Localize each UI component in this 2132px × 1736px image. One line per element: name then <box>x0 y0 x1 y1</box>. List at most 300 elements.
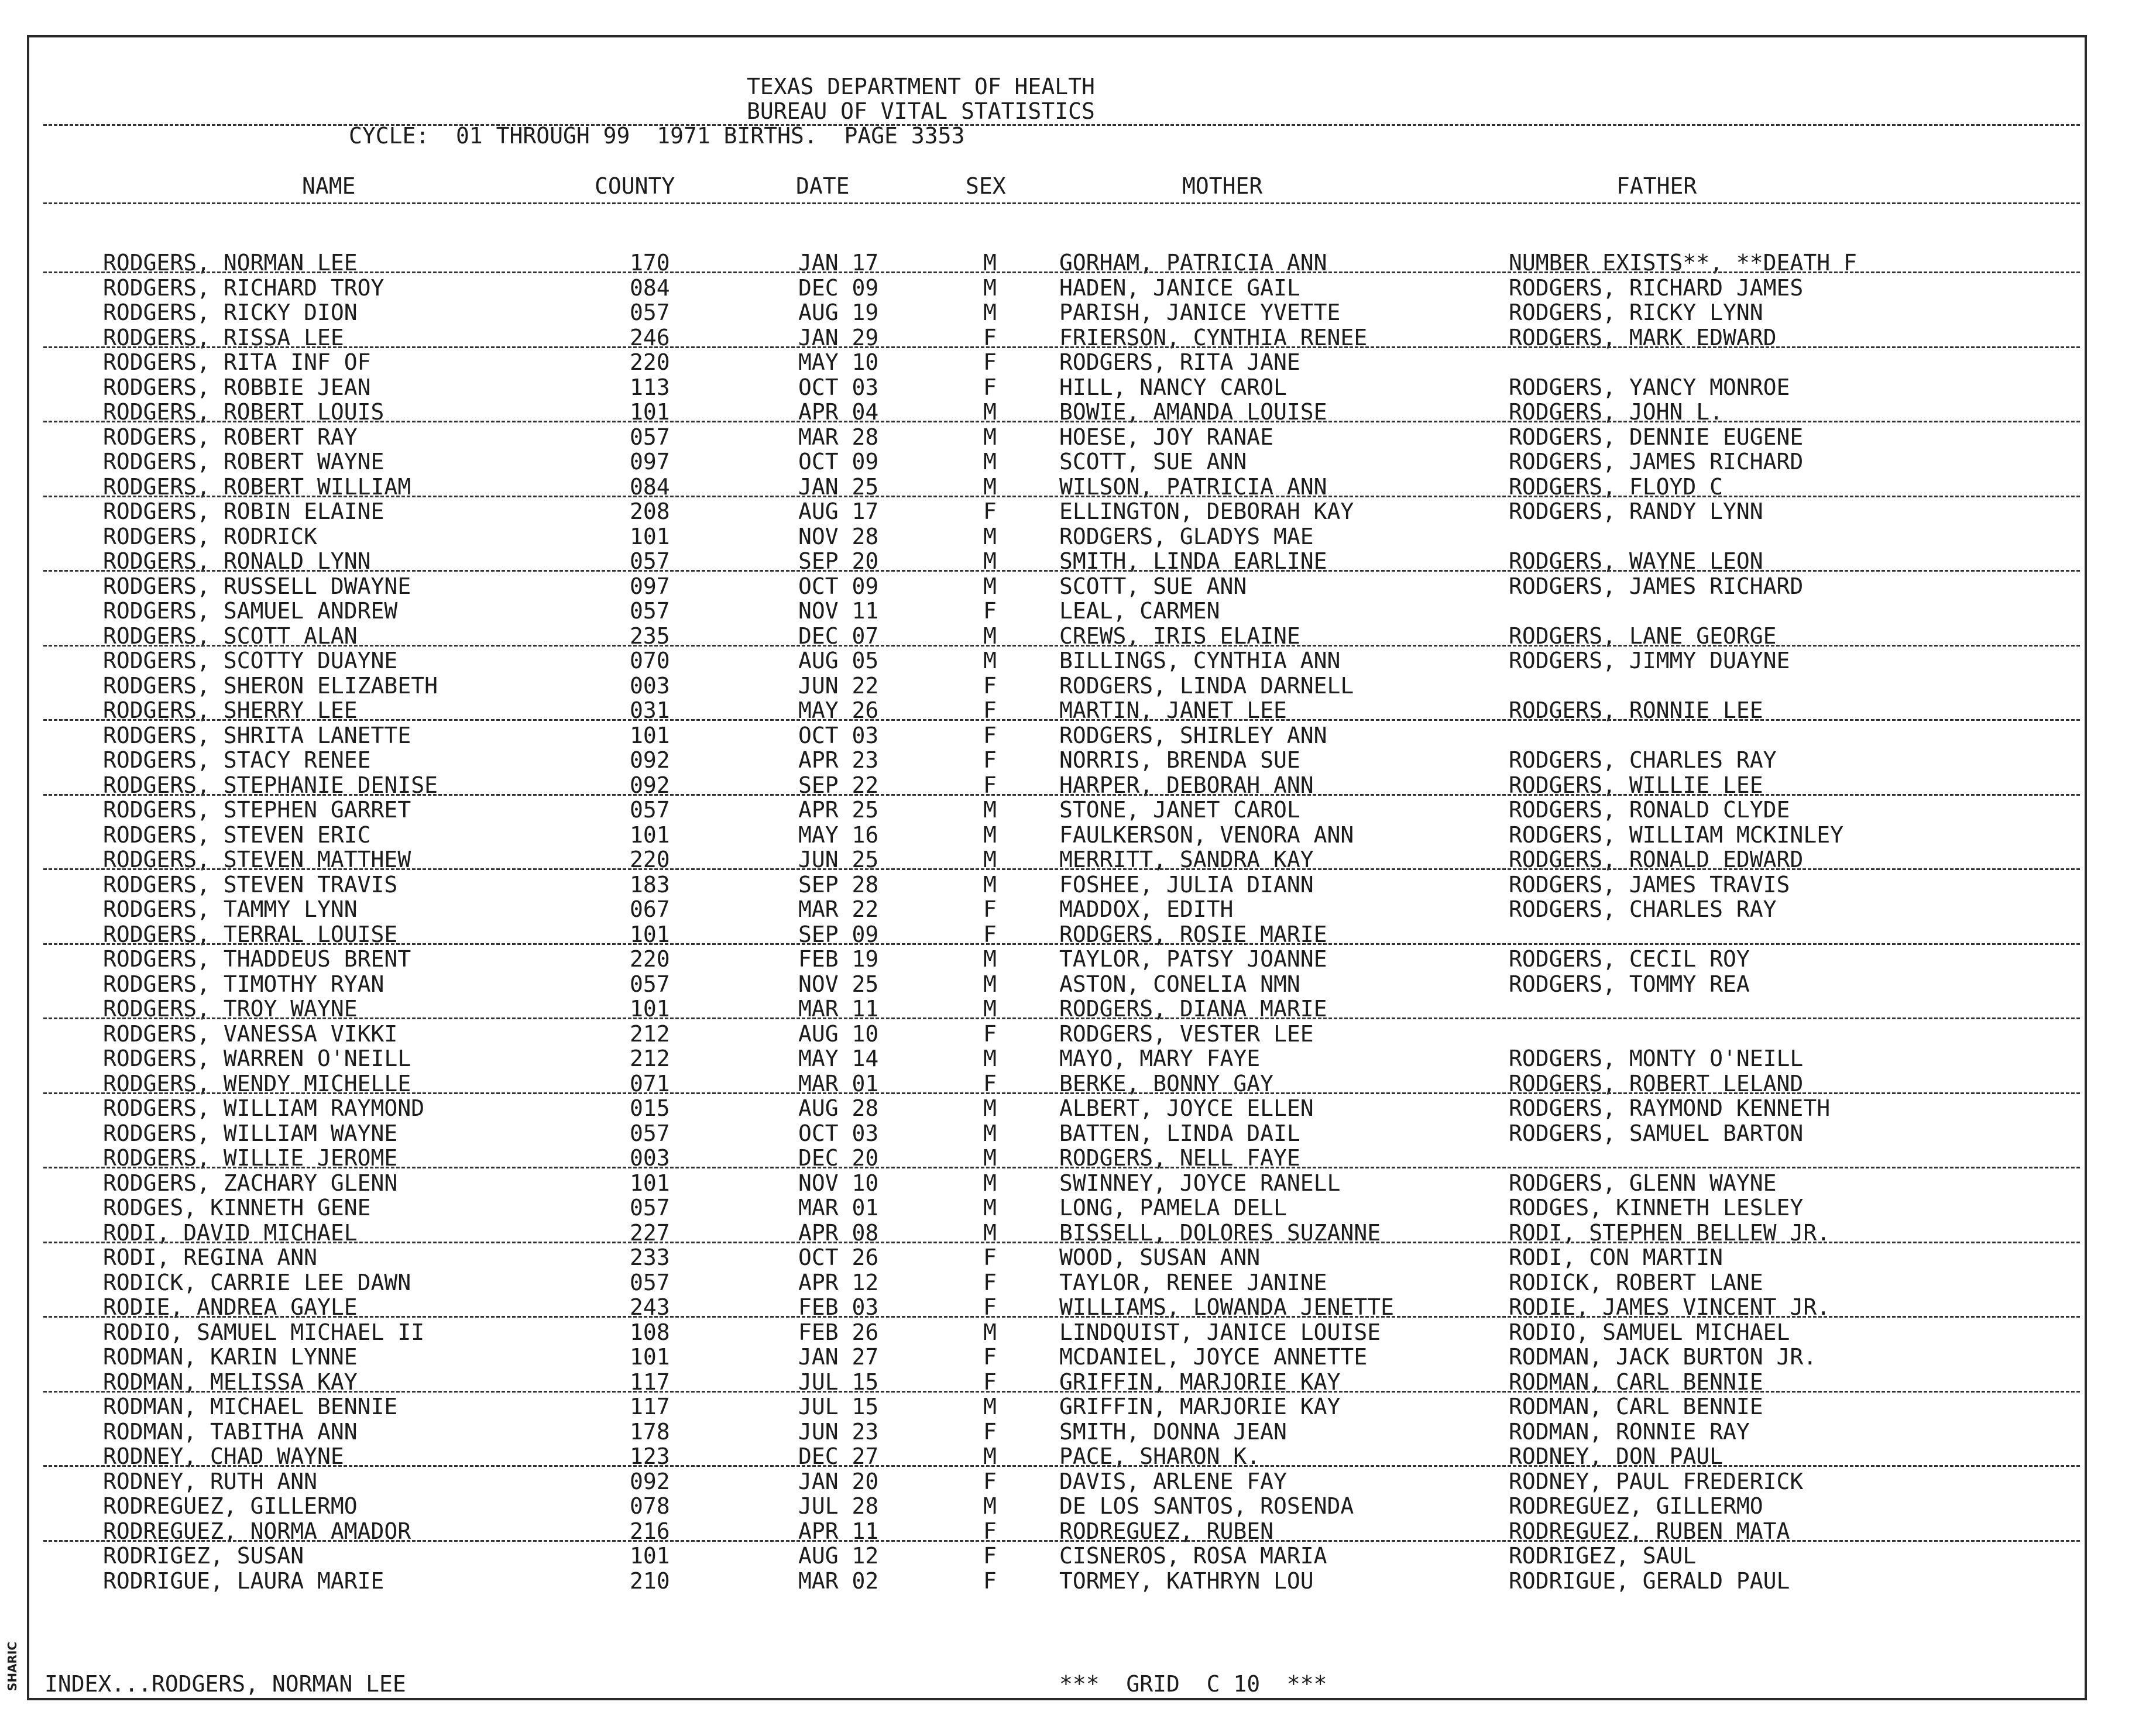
cell-date: DEC 07 <box>798 623 879 649</box>
row-guide-line <box>43 1465 2080 1467</box>
table-row <box>0 1096 2132 1120</box>
cell-county: 210 <box>630 1568 670 1594</box>
cell-father: RODGERS, CHARLES RAY <box>1509 896 1777 922</box>
cell-mother: SMITH, DONNA JEAN <box>1059 1419 1287 1445</box>
cell-county: 101 <box>630 822 670 848</box>
cell-county: 057 <box>630 1120 670 1146</box>
cell-mother: FOSHEE, JULIA DIANN <box>1059 872 1314 898</box>
table-row <box>0 1171 2132 1195</box>
cell-county: 070 <box>630 648 670 673</box>
cell-county: 243 <box>630 1294 670 1320</box>
cell-date: JAN 27 <box>798 1344 879 1370</box>
cell-date: SEP 22 <box>798 772 879 798</box>
cell-father: RODRIGUE, GERALD PAUL <box>1509 1568 1790 1594</box>
table-row <box>0 1121 2132 1146</box>
table-row <box>0 375 2132 400</box>
cell-father: RODI, CON MARTIN <box>1509 1245 1724 1270</box>
cell-sex: F <box>983 1543 997 1569</box>
table-row <box>0 1544 2132 1568</box>
cell-mother: ELLINGTON, DEBORAH KAY <box>1059 499 1354 524</box>
cell-sex: M <box>983 449 997 475</box>
cell-sex: F <box>983 1344 997 1370</box>
cell-mother: GRIFFIN, MARJORIE KAY <box>1059 1369 1341 1395</box>
cell-father: RODGERS, WAYNE LEON <box>1509 548 1763 574</box>
cell-father: RODGERS, RICKY LYNN <box>1509 300 1763 325</box>
table-row <box>0 1270 2132 1295</box>
cell-name: RODGERS, STEVEN MATTHEW <box>103 847 411 872</box>
cell-mother: DAVIS, ARLENE FAY <box>1059 1469 1287 1494</box>
cell-name: RODGERS, RITA INF OF <box>103 349 371 375</box>
cell-sex: F <box>983 1369 997 1395</box>
cell-mother: BERKE, BONNY GAY <box>1059 1071 1274 1096</box>
cell-date: AUG 10 <box>798 1021 879 1047</box>
cell-mother: TAYLOR, PATSY JOANNE <box>1059 946 1327 972</box>
cell-sex: M <box>983 399 997 425</box>
cell-father: RODMAN, JACK BURTON JR. <box>1509 1344 1817 1370</box>
cell-date: APR 11 <box>798 1518 879 1544</box>
cell-mother: LONG, PAMELA DELL <box>1059 1195 1287 1221</box>
cell-name: RODGERS, ROBERT WILLIAM <box>103 474 411 500</box>
cell-sex: M <box>983 1195 997 1221</box>
table-row <box>0 797 2132 822</box>
cell-mother: CISNEROS, ROSA MARIA <box>1059 1543 1327 1569</box>
cell-mother: RODGERS, DIANA MARIE <box>1059 996 1327 1022</box>
cell-date: SEP 09 <box>798 922 879 947</box>
table-row <box>0 1320 2132 1345</box>
cell-mother: BILLINGS, CYNTHIA ANN <box>1059 648 1341 673</box>
cell-mother: BOWIE, AMANDA LOUISE <box>1059 399 1327 425</box>
cell-sex: F <box>983 374 997 400</box>
row-guide-line <box>43 1017 2080 1019</box>
cell-date: MAY 10 <box>798 349 879 375</box>
cell-name: RODGERS, TIMOTHY RYAN <box>103 971 384 997</box>
cell-sex: F <box>983 598 997 624</box>
cell-date: DEC 20 <box>798 1145 879 1171</box>
cell-name: RODICK, CARRIE LEE DAWN <box>103 1270 411 1295</box>
cell-sex: F <box>983 723 997 748</box>
cell-county: 246 <box>630 325 670 350</box>
cell-name: RODREGUEZ, NORMA AMADOR <box>103 1518 411 1544</box>
cell-county: 212 <box>630 1021 670 1047</box>
row-guide-line <box>43 943 2080 945</box>
cell-name: RODGERS, WARREN O'NEILL <box>103 1046 411 1071</box>
table-row <box>0 748 2132 772</box>
cell-date: SEP 20 <box>798 548 879 574</box>
cell-father: RODGERS, RICHARD JAMES <box>1509 275 1804 301</box>
cell-name: RODGERS, STEVEN TRAVIS <box>103 872 398 898</box>
cell-father: RODGERS, FLOYD C <box>1509 474 1724 500</box>
cell-county: 057 <box>630 971 670 997</box>
cell-county: 220 <box>630 847 670 872</box>
row-guide-line <box>43 570 2080 572</box>
cell-father: RODGERS, ROBERT LELAND <box>1509 1071 1804 1096</box>
row-guide-line <box>43 719 2080 721</box>
column-header-name: NAME <box>302 173 356 199</box>
cell-sex: F <box>983 697 997 723</box>
cell-date: FEB 03 <box>798 1294 879 1320</box>
cell-name: RODMAN, MICHAEL BENNIE <box>103 1394 398 1419</box>
cell-county: 170 <box>630 250 670 276</box>
cell-name: RODGERS, RONALD LYNN <box>103 548 371 574</box>
cell-mother: HILL, NANCY CAROL <box>1059 374 1287 400</box>
cell-mother: MARTIN, JANET LEE <box>1059 697 1287 723</box>
cell-name: RODGERS, ROBIN ELAINE <box>103 499 384 524</box>
cell-county: 092 <box>630 747 670 773</box>
table-row <box>0 1469 2132 1494</box>
side-stamp-text: SHARIC <box>5 1641 19 1692</box>
cell-date: NOV 28 <box>798 524 879 549</box>
divider <box>43 202 2080 204</box>
cell-name: RODRIGUE, LAURA MARIE <box>103 1568 384 1594</box>
cell-date: SEP 28 <box>798 872 879 898</box>
header-cycle: CYCLE: 01 THROUGH 99 1971 BIRTHS. PAGE 3353 <box>349 123 965 149</box>
cell-name: RODGERS, ROBBIE JEAN <box>103 374 371 400</box>
cell-sex: M <box>983 573 997 599</box>
cell-name: RODNEY, CHAD WAYNE <box>103 1443 344 1469</box>
cell-county: 101 <box>630 1344 670 1370</box>
row-guide-line <box>43 271 2080 273</box>
header-bureau: BUREAU OF VITAL STATISTICS <box>747 98 1095 124</box>
cell-name: RODGERS, ROBERT WAYNE <box>103 449 384 475</box>
cell-name: RODGERS, STEVEN ERIC <box>103 822 371 848</box>
cell-father: RODGERS, RAYMOND KENNETH <box>1509 1095 1831 1121</box>
cell-name: RODGES, KINNETH GENE <box>103 1195 371 1221</box>
cell-sex: F <box>983 1518 997 1544</box>
cell-sex: M <box>983 1394 997 1419</box>
row-guide-line <box>43 1540 2080 1542</box>
cell-county: 067 <box>630 896 670 922</box>
cell-sex: M <box>983 1120 997 1146</box>
cell-mother: DE LOS SANTOS, ROSENDA <box>1059 1493 1354 1519</box>
cell-date: APR 08 <box>798 1220 879 1246</box>
cell-sex: F <box>983 1568 997 1594</box>
cell-sex: M <box>983 275 997 301</box>
cell-county: 003 <box>630 1145 670 1171</box>
cell-sex: F <box>983 673 997 699</box>
cell-mother: MAYO, MARY FAYE <box>1059 1046 1261 1071</box>
cell-date: AUG 17 <box>798 499 879 524</box>
cell-name: RODI, REGINA ANN <box>103 1245 318 1270</box>
cell-father: RODGERS, TOMMY REA <box>1509 971 1750 997</box>
table-row <box>0 276 2132 300</box>
column-header-county: COUNTY <box>595 173 675 199</box>
cell-father: RODGERS, JOHN L. <box>1509 399 1724 425</box>
cell-date: JUN 23 <box>798 1419 879 1445</box>
cell-date: AUG 28 <box>798 1095 879 1121</box>
cell-county: 057 <box>630 424 670 450</box>
table-row <box>0 1569 2132 1593</box>
table-row <box>0 947 2132 971</box>
cell-date: APR 12 <box>798 1270 879 1295</box>
cell-date: FEB 19 <box>798 946 879 972</box>
table-row <box>0 300 2132 325</box>
cell-sex: M <box>983 1046 997 1071</box>
cell-date: DEC 27 <box>798 1443 879 1469</box>
cell-name: RODGERS, STEPHANIE DENISE <box>103 772 438 798</box>
cell-date: MAR 28 <box>798 424 879 450</box>
cell-county: 101 <box>630 1170 670 1196</box>
cell-mother: RODGERS, VESTER LEE <box>1059 1021 1314 1047</box>
cell-sex: M <box>983 797 997 823</box>
cell-county: 031 <box>630 697 670 723</box>
cell-father: RODGERS, RONALD EDWARD <box>1509 847 1804 872</box>
cell-date: AUG 05 <box>798 648 879 673</box>
cell-sex: F <box>983 499 997 524</box>
cell-father: RODMAN, RONNIE RAY <box>1509 1419 1750 1445</box>
table-row <box>0 350 2132 374</box>
row-guide-line <box>43 346 2080 348</box>
cell-father: NUMBER EXISTS**, **DEATH F <box>1509 250 1857 276</box>
cell-county: 003 <box>630 673 670 699</box>
row-guide-line <box>43 1167 2080 1168</box>
cell-father: RODGERS, MONTY O'NEILL <box>1509 1046 1804 1071</box>
cell-father: RODGERS, RONALD CLYDE <box>1509 797 1790 823</box>
cell-sex: M <box>983 822 997 848</box>
cell-father: RODNEY, DON PAUL <box>1509 1443 1724 1469</box>
cell-father: RODGES, KINNETH LESLEY <box>1509 1195 1804 1221</box>
cell-mother: FRIERSON, CYNTHIA RENEE <box>1059 325 1368 350</box>
table-row <box>0 972 2132 996</box>
cell-date: OCT 26 <box>798 1245 879 1270</box>
cell-county: 101 <box>630 723 670 748</box>
cell-date: MAR 22 <box>798 896 879 922</box>
cell-mother: BISSELL, DOLORES SUZANNE <box>1059 1220 1381 1246</box>
cell-date: JAN 20 <box>798 1469 879 1494</box>
cell-father: RODGERS, SAMUEL BARTON <box>1509 1120 1804 1146</box>
cell-sex: M <box>983 424 997 450</box>
cell-name: RODGERS, ROBERT RAY <box>103 424 358 450</box>
cell-name: RODGERS, WILLIAM WAYNE <box>103 1120 398 1146</box>
cell-sex: F <box>983 1419 997 1445</box>
column-header-date: DATE <box>796 173 850 199</box>
cell-name: RODGERS, SHERON ELIZABETH <box>103 673 438 699</box>
cell-date: JUN 22 <box>798 673 879 699</box>
cell-father: RODREGUEZ, RUBEN MATA <box>1509 1518 1790 1544</box>
cell-county: 108 <box>630 1319 670 1345</box>
cell-sex: F <box>983 896 997 922</box>
cell-date: MAR 02 <box>798 1568 879 1594</box>
cell-date: APR 25 <box>798 797 879 823</box>
cell-sex: M <box>983 1443 997 1469</box>
cell-sex: M <box>983 474 997 500</box>
cell-county: 208 <box>630 499 670 524</box>
cell-name: RODGERS, WENDY MICHELLE <box>103 1071 411 1096</box>
cell-father: RODI, STEPHEN BELLEW JR. <box>1509 1220 1831 1246</box>
cell-county: 097 <box>630 573 670 599</box>
cell-mother: FAULKERSON, VENORA ANN <box>1059 822 1354 848</box>
cell-county: 220 <box>630 946 670 972</box>
cell-name: RODGERS, SCOTT ALAN <box>103 623 358 649</box>
cell-name: RODGERS, SHERRY LEE <box>103 697 358 723</box>
table-row <box>0 1046 2132 1071</box>
cell-county: 057 <box>630 1195 670 1221</box>
cell-name: RODGERS, RUSSELL DWAYNE <box>103 573 411 599</box>
cell-mother: HARPER, DEBORAH ANN <box>1059 772 1314 798</box>
table-row <box>0 648 2132 673</box>
cell-sex: M <box>983 623 997 649</box>
cell-mother: RODGERS, RITA JANE <box>1059 349 1300 375</box>
cell-mother: TAYLOR, RENEE JANINE <box>1059 1270 1327 1295</box>
table-row <box>0 1494 2132 1518</box>
cell-name: RODIO, SAMUEL MICHAEL II <box>103 1319 425 1345</box>
cell-name: RODGERS, WILLIE JEROME <box>103 1145 398 1171</box>
cell-father: RODGERS, JAMES RICHARD <box>1509 573 1804 599</box>
cell-mother: LEAL, CARMEN <box>1059 598 1220 624</box>
row-guide-line <box>43 1242 2080 1243</box>
cell-name: RODGERS, ROBERT LOUIS <box>103 399 384 425</box>
cell-name: RODGERS, TROY WAYNE <box>103 996 358 1022</box>
cell-county: 092 <box>630 1469 670 1494</box>
row-guide-line <box>43 868 2080 870</box>
cell-county: 123 <box>630 1443 670 1469</box>
cell-date: OCT 03 <box>798 374 879 400</box>
cell-county: 097 <box>630 449 670 475</box>
table-row <box>0 723 2132 748</box>
cell-name: RODGERS, STEPHEN GARRET <box>103 797 411 823</box>
table-row <box>0 449 2132 474</box>
table-row <box>0 524 2132 549</box>
cell-mother: MERRITT, SANDRA KAY <box>1059 847 1314 872</box>
cell-sex: M <box>983 971 997 997</box>
cell-name: RODNEY, RUTH ANN <box>103 1469 318 1494</box>
row-guide-line <box>43 421 2080 422</box>
cell-date: OCT 03 <box>798 1120 879 1146</box>
cell-sex: M <box>983 548 997 574</box>
cell-county: 084 <box>630 474 670 500</box>
cell-mother: RODREGUEZ, RUBEN <box>1059 1518 1274 1544</box>
divider <box>43 124 2080 126</box>
cell-sex: M <box>983 847 997 872</box>
cell-sex: F <box>983 772 997 798</box>
cell-county: 178 <box>630 1419 670 1445</box>
table-row <box>0 499 2132 524</box>
row-guide-line <box>43 645 2080 647</box>
cell-father: RODGERS, RONNIE LEE <box>1509 697 1763 723</box>
cell-county: 212 <box>630 1046 670 1071</box>
cell-mother: TORMEY, KATHRYN LOU <box>1059 1568 1314 1594</box>
cell-county: 057 <box>630 300 670 325</box>
cell-county: 078 <box>630 1493 670 1519</box>
cell-name: RODMAN, KARIN LYNNE <box>103 1344 358 1370</box>
cell-father: RODGERS, RANDY LYNN <box>1509 499 1763 524</box>
cell-county: 117 <box>630 1394 670 1419</box>
cell-father: RODMAN, CARL BENNIE <box>1509 1394 1763 1419</box>
cell-date: JUN 25 <box>798 847 879 872</box>
table-row <box>0 1022 2132 1046</box>
cell-mother: PACE, SHARON K. <box>1059 1443 1261 1469</box>
table-row <box>0 1195 2132 1220</box>
cell-county: 015 <box>630 1095 670 1121</box>
cell-father: RODREGUEZ, GILLERMO <box>1509 1493 1763 1519</box>
cell-date: OCT 09 <box>798 573 879 599</box>
footer-index: INDEX...RODGERS, NORMAN LEE <box>44 1671 406 1697</box>
column-header-sex: SEX <box>966 173 1006 199</box>
cell-sex: M <box>983 524 997 549</box>
cell-sex: F <box>983 325 997 350</box>
table-row <box>0 1394 2132 1419</box>
cell-date: JAN 17 <box>798 250 879 276</box>
cell-name: RODGERS, TAMMY LYNN <box>103 896 358 922</box>
cell-name: RODGERS, SHRITA LANETTE <box>103 723 411 748</box>
cell-county: 084 <box>630 275 670 301</box>
cell-name: RODRIGEZ, SUSAN <box>103 1543 304 1569</box>
cell-father: RODGERS, DENNIE EUGENE <box>1509 424 1804 450</box>
cell-name: RODGERS, THADDEUS BRENT <box>103 946 411 972</box>
cell-mother: HADEN, JANICE GAIL <box>1059 275 1300 301</box>
cell-sex: M <box>983 250 997 276</box>
column-header-father: FATHER <box>1616 173 1697 199</box>
cell-mother: BATTEN, LINDA DAIL <box>1059 1120 1300 1146</box>
cell-county: 220 <box>630 349 670 375</box>
cell-father: RODGERS, CECIL ROY <box>1509 946 1750 972</box>
cell-sex: F <box>983 1294 997 1320</box>
cell-father: RODGERS, CHARLES RAY <box>1509 747 1777 773</box>
cell-name: RODGERS, RISSA LEE <box>103 325 344 350</box>
cell-name: RODGERS, SAMUEL ANDREW <box>103 598 398 624</box>
header-agency: TEXAS DEPARTMENT OF HEALTH <box>747 74 1095 99</box>
cell-mother: HOESE, JOY RANAE <box>1059 424 1274 450</box>
cell-mother: RODGERS, GLADYS MAE <box>1059 524 1314 549</box>
column-header-mother: MOTHER <box>1182 173 1263 199</box>
cell-sex: F <box>983 1469 997 1494</box>
cell-county: 216 <box>630 1518 670 1544</box>
cell-father: RODGERS, JIMMY DUAYNE <box>1509 648 1790 673</box>
cell-date: DEC 09 <box>798 275 879 301</box>
table-row <box>0 1419 2132 1444</box>
cell-county: 071 <box>630 1071 670 1096</box>
cell-sex: M <box>983 1145 997 1171</box>
cell-mother: STONE, JANET CAROL <box>1059 797 1300 823</box>
cell-date: NOV 10 <box>798 1170 879 1196</box>
cell-sex: F <box>983 1245 997 1270</box>
cell-father: RODICK, ROBERT LANE <box>1509 1270 1763 1295</box>
cell-date: MAR 01 <box>798 1071 879 1096</box>
cell-mother: SWINNEY, JOYCE RANELL <box>1059 1170 1341 1196</box>
cell-mother: GORHAM, PATRICIA ANN <box>1059 250 1327 276</box>
table-row <box>0 574 2132 599</box>
cell-county: 101 <box>630 922 670 947</box>
cell-sex: M <box>983 1095 997 1121</box>
cell-mother: RODGERS, LINDA DARNELL <box>1059 673 1354 699</box>
cell-father: RODNEY, PAUL FREDERICK <box>1509 1469 1804 1494</box>
cell-name: RODREGUEZ, GILLERMO <box>103 1493 358 1519</box>
cell-name: RODGERS, TERRAL LOUISE <box>103 922 398 947</box>
cell-father: RODGERS, WILLIAM MCKINLEY <box>1509 822 1843 848</box>
cell-mother: RODGERS, NELL FAYE <box>1059 1145 1300 1171</box>
cell-date: AUG 12 <box>798 1543 879 1569</box>
cell-name: RODGERS, ZACHARY GLENN <box>103 1170 398 1196</box>
cell-date: NOV 11 <box>798 598 879 624</box>
cell-father: RODGERS, JAMES RICHARD <box>1509 449 1804 475</box>
cell-sex: F <box>983 1071 997 1096</box>
cell-father: RODGERS, GLENN WAYNE <box>1509 1170 1777 1196</box>
cell-mother: MCDANIEL, JOYCE ANNETTE <box>1059 1344 1368 1370</box>
cell-father: RODIO, SAMUEL MICHAEL <box>1509 1319 1790 1345</box>
cell-date: OCT 03 <box>798 723 879 748</box>
cell-mother: NORRIS, BRENDA SUE <box>1059 747 1300 773</box>
cell-county: 227 <box>630 1220 670 1246</box>
cell-sex: M <box>983 1493 997 1519</box>
cell-sex: M <box>983 300 997 325</box>
cell-county: 057 <box>630 1270 670 1295</box>
cell-county: 101 <box>630 996 670 1022</box>
cell-date: JAN 29 <box>798 325 879 350</box>
cell-name: RODIE, ANDREA GAYLE <box>103 1294 358 1320</box>
table-row <box>0 1245 2132 1270</box>
cell-name: RODMAN, TABITHA ANN <box>103 1419 358 1445</box>
cell-name: RODI, DAVID MICHAEL <box>103 1220 358 1246</box>
cell-sex: F <box>983 349 997 375</box>
